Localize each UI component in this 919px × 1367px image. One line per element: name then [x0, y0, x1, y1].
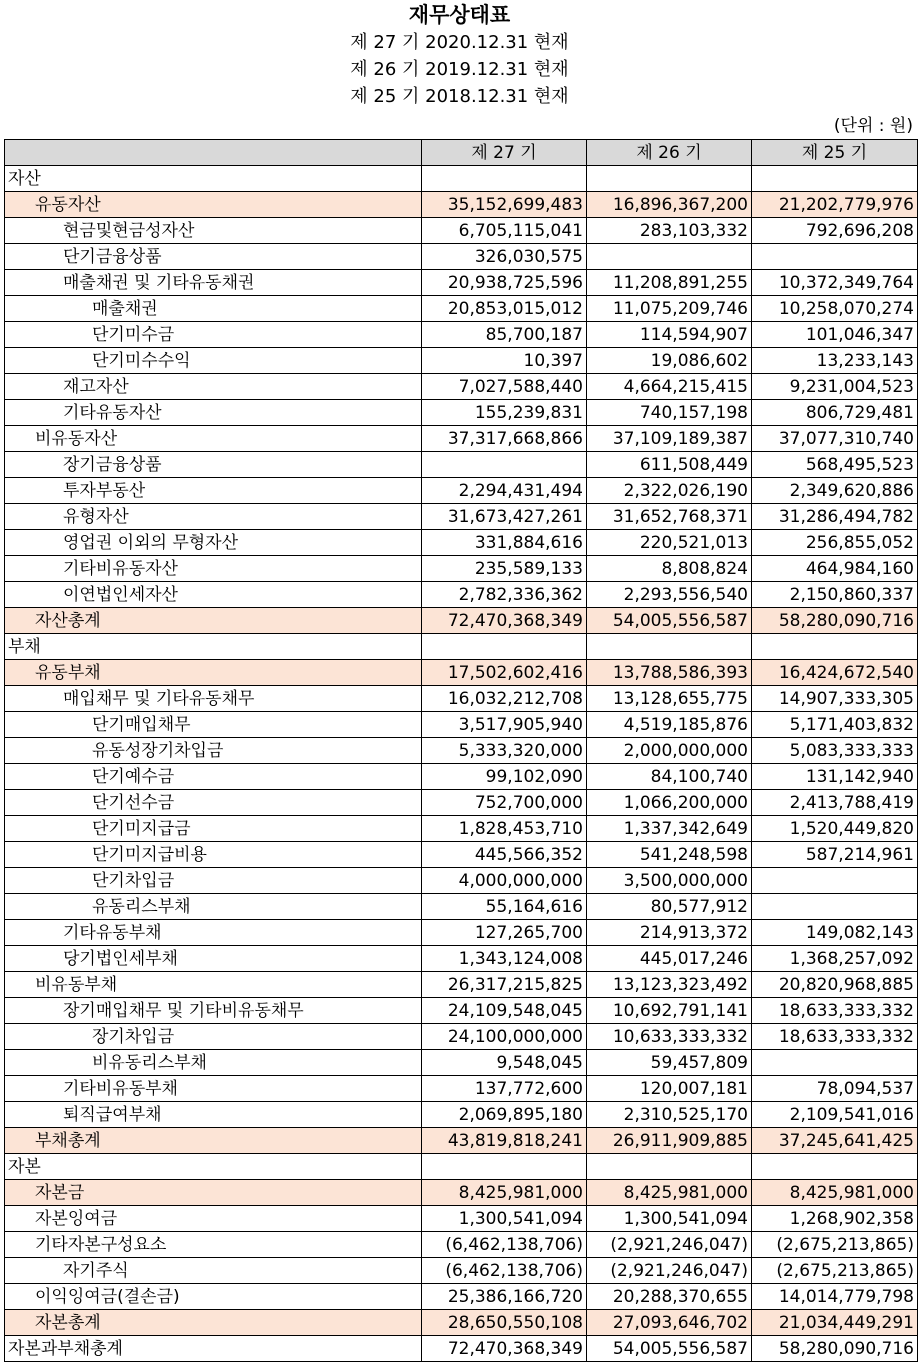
amount-cell: 37,077,310,740: [752, 426, 918, 452]
amount-cell: 4,000,000,000: [422, 868, 587, 894]
amount-cell: 568,495,523: [752, 452, 918, 478]
amount-cell: 114,594,907: [587, 322, 752, 348]
amount-cell: 2,294,431,494: [422, 478, 587, 504]
header-period-26: 제 26 기: [587, 140, 752, 166]
account-label: 단기금융상품: [5, 244, 422, 270]
table-row: [5, 400, 918, 426]
amount-cell: 101,046,347: [752, 322, 918, 348]
table-row: [5, 920, 918, 946]
amount-cell: 19,086,602: [587, 348, 752, 374]
amount-cell: 611,508,449: [587, 452, 752, 478]
amount-cell: 5,333,320,000: [422, 738, 587, 764]
amount-cell: (2,675,213,865): [752, 1258, 918, 1284]
amount-cell: 1,300,541,094: [422, 1206, 587, 1232]
amount-cell: 127,265,700: [422, 920, 587, 946]
table-row: [5, 1232, 918, 1258]
amount-cell: [587, 166, 752, 192]
amount-cell: 18,633,333,332: [752, 998, 918, 1024]
table-row: [5, 556, 918, 582]
account-label: 장기금융상품: [5, 452, 422, 478]
amount-cell: 10,372,349,764: [752, 270, 918, 296]
account-label: 장기차입금: [5, 1024, 422, 1050]
amount-cell: 149,082,143: [752, 920, 918, 946]
amount-cell: 1,520,449,820: [752, 816, 918, 842]
amount-cell: 11,208,891,255: [587, 270, 752, 296]
amount-cell: 131,142,940: [752, 764, 918, 790]
amount-cell: 85,700,187: [422, 322, 587, 348]
amount-cell: 20,853,015,012: [422, 296, 587, 322]
table-row: [5, 478, 918, 504]
table-body: [5, 166, 918, 1362]
account-label: 기타비유동부채: [5, 1076, 422, 1102]
table-row: [5, 608, 918, 634]
amount-cell: 11,075,209,746: [587, 296, 752, 322]
amount-cell: 37,245,641,425: [752, 1128, 918, 1154]
account-label: 유동성장기차입금: [5, 738, 422, 764]
amount-cell: [752, 1050, 918, 1076]
amount-cell: 37,109,189,387: [587, 426, 752, 452]
table-row: [5, 166, 918, 192]
table-row: [5, 1310, 918, 1336]
amount-cell: 26,911,909,885: [587, 1128, 752, 1154]
amount-cell: 2,782,336,362: [422, 582, 587, 608]
amount-cell: 445,566,352: [422, 842, 587, 868]
amount-cell: 59,457,809: [587, 1050, 752, 1076]
table-header-row: [5, 140, 918, 166]
amount-cell: [752, 166, 918, 192]
amount-cell: 55,164,616: [422, 894, 587, 920]
table-row: [5, 634, 918, 660]
account-label: 매출채권 및 기타유동채권: [5, 270, 422, 296]
table-row: [5, 1050, 918, 1076]
amount-cell: 13,123,323,492: [587, 972, 752, 998]
account-label: 자기주식: [5, 1258, 422, 1284]
account-label: 기타유동부채: [5, 920, 422, 946]
account-label: 재고자산: [5, 374, 422, 400]
amount-cell: 2,413,788,419: [752, 790, 918, 816]
amount-cell: 2,310,525,170: [587, 1102, 752, 1128]
amount-cell: 806,729,481: [752, 400, 918, 426]
table-row: [5, 1180, 918, 1206]
table-row: [5, 972, 918, 998]
amount-cell: 8,808,824: [587, 556, 752, 582]
table-row: [5, 816, 918, 842]
amount-cell: 4,664,215,415: [587, 374, 752, 400]
table-row: [5, 192, 918, 218]
amount-cell: (2,675,213,865): [752, 1232, 918, 1258]
account-label: 현금및현금성자산: [5, 218, 422, 244]
table-row: [5, 946, 918, 972]
account-label: 비유동자산: [5, 426, 422, 452]
amount-cell: 14,014,779,798: [752, 1284, 918, 1310]
account-label: 단기미수수익: [5, 348, 422, 374]
table-row: [5, 504, 918, 530]
account-label: 자본과부채총계: [5, 1336, 422, 1362]
amount-cell: 120,007,181: [587, 1076, 752, 1102]
table-row: [5, 1076, 918, 1102]
amount-cell: [422, 166, 587, 192]
amount-cell: (6,462,138,706): [422, 1232, 587, 1258]
amount-cell: 9,231,004,523: [752, 374, 918, 400]
amount-cell: 1,828,453,710: [422, 816, 587, 842]
amount-cell: 214,913,372: [587, 920, 752, 946]
amount-cell: 587,214,961: [752, 842, 918, 868]
amount-cell: 8,425,981,000: [422, 1180, 587, 1206]
table-row: [5, 374, 918, 400]
table-row: [5, 1284, 918, 1310]
table-row: [5, 998, 918, 1024]
amount-cell: 20,938,725,596: [422, 270, 587, 296]
amount-cell: 7,027,588,440: [422, 374, 587, 400]
table-row: [5, 296, 918, 322]
table-row: [5, 348, 918, 374]
account-label: 부채: [5, 634, 422, 660]
amount-cell: 2,069,895,180: [422, 1102, 587, 1128]
amount-cell: 27,093,646,702: [587, 1310, 752, 1336]
table-row: [5, 686, 918, 712]
amount-cell: 28,650,550,108: [422, 1310, 587, 1336]
amount-cell: 2,000,000,000: [587, 738, 752, 764]
amount-cell: [422, 634, 587, 660]
amount-cell: 17,502,602,416: [422, 660, 587, 686]
amount-cell: (2,921,246,047): [587, 1232, 752, 1258]
amount-cell: [752, 868, 918, 894]
account-label: 자본금: [5, 1180, 422, 1206]
amount-cell: [422, 1154, 587, 1180]
table-row: [5, 790, 918, 816]
amount-cell: 740,157,198: [587, 400, 752, 426]
table-row: [5, 452, 918, 478]
amount-cell: 37,317,668,866: [422, 426, 587, 452]
amount-cell: 43,819,818,241: [422, 1128, 587, 1154]
account-label: 유동자산: [5, 192, 422, 218]
amount-cell: 21,202,779,976: [752, 192, 918, 218]
table-row: [5, 1154, 918, 1180]
amount-cell: 72,470,368,349: [422, 608, 587, 634]
account-label: 자산총계: [5, 608, 422, 634]
amount-cell: 10,692,791,141: [587, 998, 752, 1024]
amount-cell: (2,921,246,047): [587, 1258, 752, 1284]
account-label: 비유동리스부채: [5, 1050, 422, 1076]
table-row: [5, 244, 918, 270]
amount-cell: 235,589,133: [422, 556, 587, 582]
account-label: 단기미수금: [5, 322, 422, 348]
amount-cell: 792,696,208: [752, 218, 918, 244]
amount-cell: 25,386,166,720: [422, 1284, 587, 1310]
amount-cell: 16,032,212,708: [422, 686, 587, 712]
account-label: 자산: [5, 166, 422, 192]
table-row: [5, 842, 918, 868]
account-label: 매입채무 및 기타유동채무: [5, 686, 422, 712]
document-title: 재무상태표: [408, 3, 511, 27]
header-period-25: 제 25 기: [752, 140, 918, 166]
amount-cell: [587, 634, 752, 660]
account-label: 기타유동자산: [5, 400, 422, 426]
table-row: [5, 1206, 918, 1232]
table-row: [5, 738, 918, 764]
amount-cell: 78,094,537: [752, 1076, 918, 1102]
amount-cell: 2,293,556,540: [587, 582, 752, 608]
amount-cell: 16,896,367,200: [587, 192, 752, 218]
account-label: 유동리스부채: [5, 894, 422, 920]
account-label: 부채총계: [5, 1128, 422, 1154]
amount-cell: 54,005,556,587: [587, 608, 752, 634]
table-row: [5, 712, 918, 738]
amount-cell: 256,855,052: [752, 530, 918, 556]
account-label: 단기미지급금: [5, 816, 422, 842]
table-row: [5, 582, 918, 608]
account-label: 퇴직급여부채: [5, 1102, 422, 1128]
amount-cell: 326,030,575: [422, 244, 587, 270]
account-label: 장기매입채무 및 기타비유동채무: [5, 998, 422, 1024]
account-label: 유동부채: [5, 660, 422, 686]
account-label: 영업권 이외의 무형자산: [5, 530, 422, 556]
amount-cell: 3,500,000,000: [587, 868, 752, 894]
amount-cell: 26,317,215,825: [422, 972, 587, 998]
amount-cell: 5,083,333,333: [752, 738, 918, 764]
amount-cell: [752, 894, 918, 920]
account-label: 자본잉여금: [5, 1206, 422, 1232]
account-label: 이연법인세자산: [5, 582, 422, 608]
table-row: [5, 868, 918, 894]
amount-cell: 13,128,655,775: [587, 686, 752, 712]
amount-cell: 2,349,620,886: [752, 478, 918, 504]
amount-cell: 9,548,045: [422, 1050, 587, 1076]
amount-cell: 24,109,548,045: [422, 998, 587, 1024]
amount-cell: 31,673,427,261: [422, 504, 587, 530]
table-row: [5, 426, 918, 452]
header-period-27: 제 27 기: [422, 140, 587, 166]
amount-cell: 16,424,672,540: [752, 660, 918, 686]
amount-cell: 2,109,541,016: [752, 1102, 918, 1128]
account-label: 유형자산: [5, 504, 422, 530]
amount-cell: 445,017,246: [587, 946, 752, 972]
table-row: [5, 1128, 918, 1154]
account-label: 기타자본구성요소: [5, 1232, 422, 1258]
amount-cell: 13,788,586,393: [587, 660, 752, 686]
table-row: [5, 894, 918, 920]
amount-cell: 6,705,115,041: [422, 218, 587, 244]
amount-cell: 58,280,090,716: [752, 1336, 918, 1362]
amount-cell: 72,470,368,349: [422, 1336, 587, 1362]
table-row: [5, 1258, 918, 1284]
period-line-25: 제 25 기 2018.12.31 현재: [350, 86, 569, 107]
amount-cell: 31,286,494,782: [752, 504, 918, 530]
amount-cell: 1,343,124,008: [422, 946, 587, 972]
unit-label: (단위 : 원): [833, 116, 913, 136]
amount-cell: 99,102,090: [422, 764, 587, 790]
amount-cell: [752, 634, 918, 660]
amount-cell: 31,652,768,371: [587, 504, 752, 530]
amount-cell: 5,171,403,832: [752, 712, 918, 738]
account-label: 이익잉여금(결손금): [5, 1284, 422, 1310]
amount-cell: 20,288,370,655: [587, 1284, 752, 1310]
amount-cell: [752, 1154, 918, 1180]
amount-cell: 58,280,090,716: [752, 608, 918, 634]
amount-cell: 464,984,160: [752, 556, 918, 582]
amount-cell: 2,322,026,190: [587, 478, 752, 504]
amount-cell: 1,066,200,000: [587, 790, 752, 816]
account-label: 단기예수금: [5, 764, 422, 790]
amount-cell: 331,884,616: [422, 530, 587, 556]
amount-cell: 24,100,000,000: [422, 1024, 587, 1050]
amount-cell: 18,633,333,332: [752, 1024, 918, 1050]
amount-cell: (6,462,138,706): [422, 1258, 587, 1284]
amount-cell: 80,577,912: [587, 894, 752, 920]
table-row: [5, 1102, 918, 1128]
header-account: [5, 140, 422, 166]
table-row: [5, 270, 918, 296]
account-label: 매출채권: [5, 296, 422, 322]
amount-cell: 8,425,981,000: [587, 1180, 752, 1206]
amount-cell: 283,103,332: [587, 218, 752, 244]
amount-cell: [587, 1154, 752, 1180]
account-label: 자본총계: [5, 1310, 422, 1336]
amount-cell: 35,152,699,483: [422, 192, 587, 218]
account-label: 단기차입금: [5, 868, 422, 894]
account-label: 당기법인세부채: [5, 946, 422, 972]
account-label: 단기선수금: [5, 790, 422, 816]
amount-cell: 1,337,342,649: [587, 816, 752, 842]
table-row: [5, 1336, 918, 1362]
amount-cell: 4,519,185,876: [587, 712, 752, 738]
amount-cell: [422, 452, 587, 478]
amount-cell: 21,034,449,291: [752, 1310, 918, 1336]
amount-cell: 3,517,905,940: [422, 712, 587, 738]
table-row: [5, 530, 918, 556]
account-label: 자본: [5, 1154, 422, 1180]
table-row: [5, 660, 918, 686]
amount-cell: [587, 244, 752, 270]
amount-cell: 10,397: [422, 348, 587, 374]
amount-cell: 752,700,000: [422, 790, 587, 816]
amount-cell: 220,521,013: [587, 530, 752, 556]
period-line-26: 제 26 기 2019.12.31 현재: [350, 59, 569, 80]
table-row: [5, 322, 918, 348]
amount-cell: 14,907,333,305: [752, 686, 918, 712]
account-label: 단기매입채무: [5, 712, 422, 738]
account-label: 단기미지급비용: [5, 842, 422, 868]
amount-cell: 137,772,600: [422, 1076, 587, 1102]
amount-cell: [752, 244, 918, 270]
period-line-27: 제 27 기 2020.12.31 현재: [350, 32, 569, 53]
balance-sheet-table: [4, 139, 918, 1362]
account-label: 기타비유동자산: [5, 556, 422, 582]
table-row: [5, 218, 918, 244]
account-label: 비유동부채: [5, 972, 422, 998]
amount-cell: 10,258,070,274: [752, 296, 918, 322]
amount-cell: 2,150,860,337: [752, 582, 918, 608]
amount-cell: 20,820,968,885: [752, 972, 918, 998]
amount-cell: 541,248,598: [587, 842, 752, 868]
amount-cell: 155,239,831: [422, 400, 587, 426]
amount-cell: 1,368,257,092: [752, 946, 918, 972]
table-row: [5, 1024, 918, 1050]
amount-cell: 84,100,740: [587, 764, 752, 790]
account-label: 투자부동산: [5, 478, 422, 504]
amount-cell: 8,425,981,000: [752, 1180, 918, 1206]
amount-cell: 13,233,143: [752, 348, 918, 374]
table-row: [5, 764, 918, 790]
amount-cell: 1,300,541,094: [587, 1206, 752, 1232]
amount-cell: 54,005,556,587: [587, 1336, 752, 1362]
amount-cell: 1,268,902,358: [752, 1206, 918, 1232]
amount-cell: 10,633,333,332: [587, 1024, 752, 1050]
